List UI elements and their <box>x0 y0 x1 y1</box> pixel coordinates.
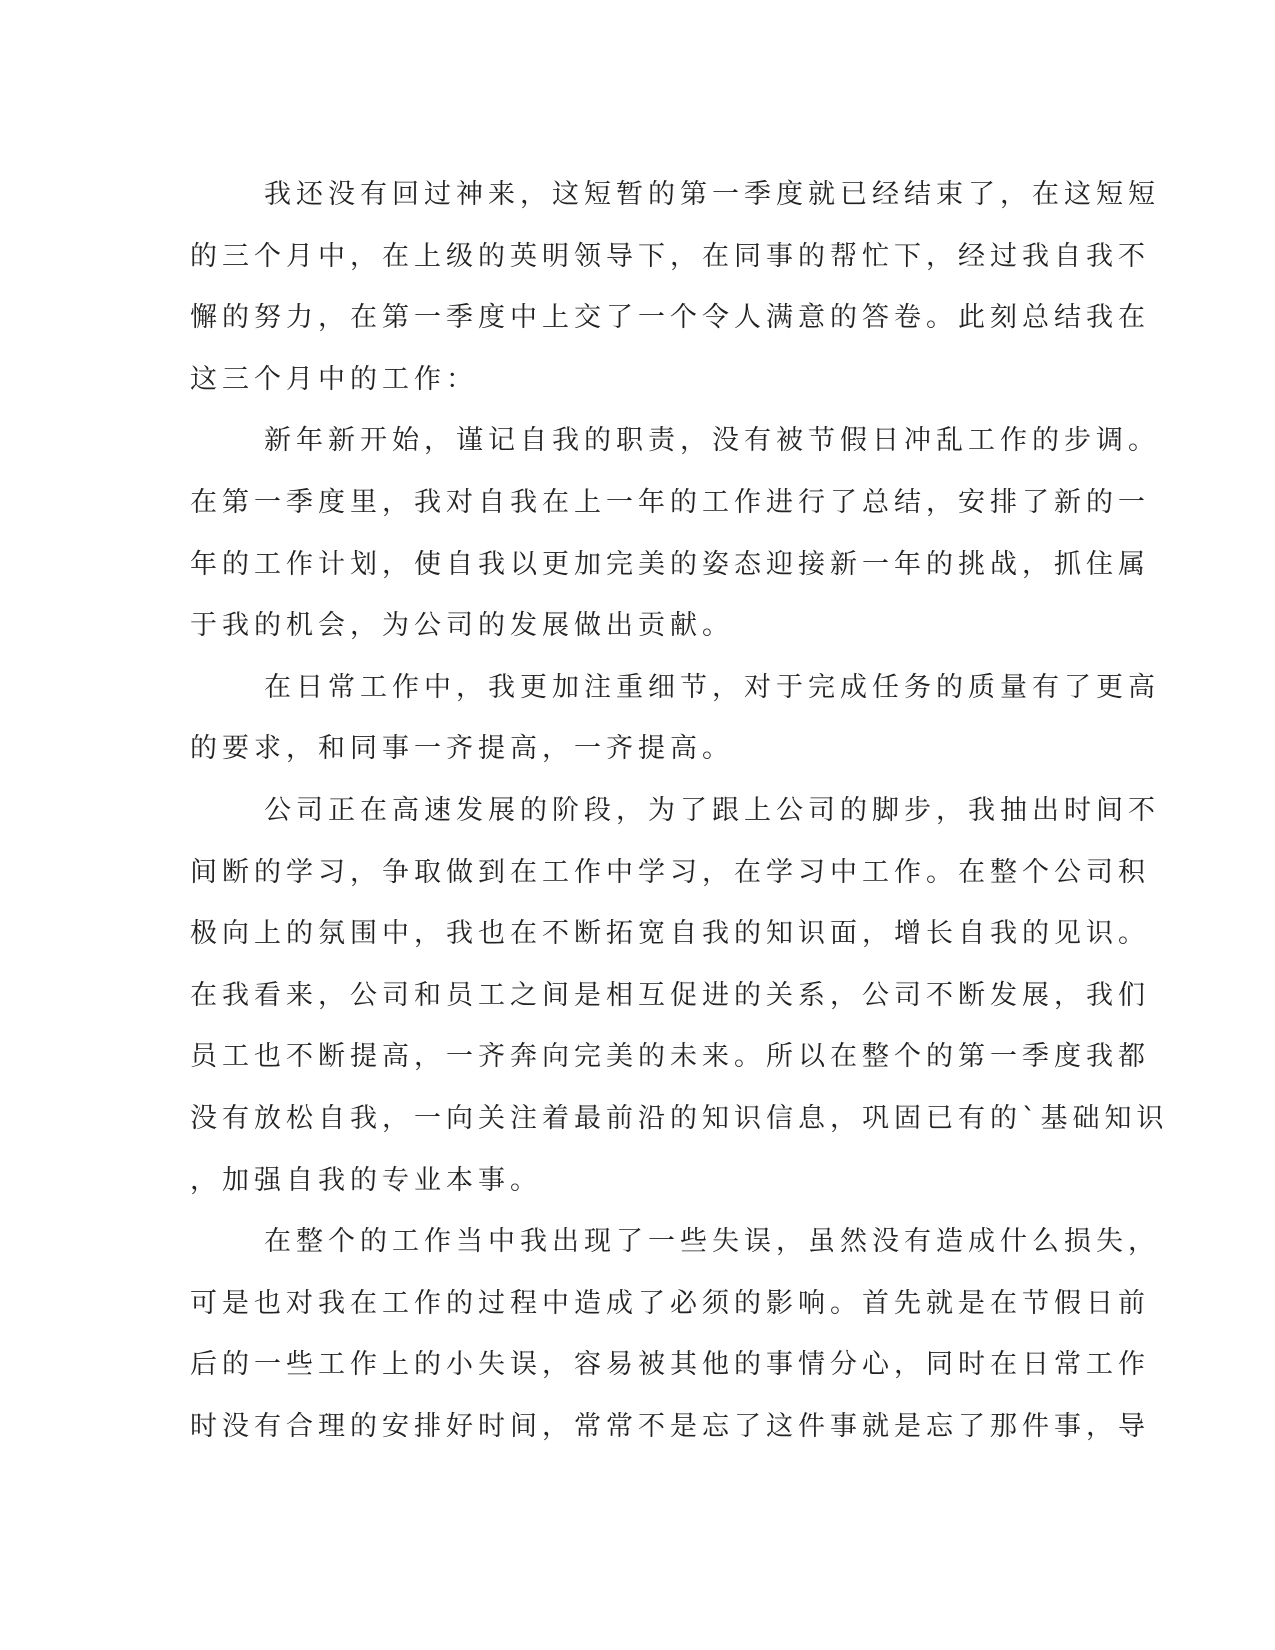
text-line: 年的工作计划，使自我以更加完美的姿态迎接新一年的挑战，抓住属 <box>190 548 1150 580</box>
text-line: 在整个的工作当中我出现了一些失误，虽然没有造成什么损失， <box>264 1226 1160 1258</box>
text-line: 间断的学习，争取做到在工作中学习，在学习中工作。在整个公司积 <box>190 856 1150 888</box>
text-line: 新年新开始，谨记自我的职责，没有被节假日冲乱工作的步调。 <box>264 425 1160 457</box>
text-line: 没有放松自我，一向关注着最前沿的知识信息，巩固已有的`基础知识 <box>190 1102 1169 1134</box>
text-line: 公司正在高速发展的阶段，为了跟上公司的脚步，我抽出时间不 <box>264 794 1160 826</box>
paragraph <box>190 410 1160 656</box>
text-line: 在第一季度里，我对自我在上一年的工作进行了总结，安排了新的一 <box>190 486 1150 518</box>
text-line: 可是也对我在工作的过程中造成了必须的影响。首先就是在节假日前 <box>190 1287 1150 1319</box>
text-line: 的要求，和同事一齐提高，一齐提高。 <box>190 733 734 765</box>
text-line: 懈的努力，在第一季度中上交了一个令人满意的答卷。此刻总结我在 <box>190 302 1150 334</box>
text-line: 后的一些工作上的小失误，容易被其他的事情分心，同时在日常工作 <box>190 1349 1150 1381</box>
text-line: 员工也不断提高，一齐奔向完美的未来。所以在整个的第一季度我都 <box>190 1041 1150 1073</box>
text-line: 时没有合理的安排好时间，常常不是忘了这件事就是忘了那件事，导 <box>190 1410 1150 1442</box>
paragraph <box>190 780 1169 1211</box>
document-body <box>190 164 1169 1457</box>
text-line: 的三个月中，在上级的英明领导下，在同事的帮忙下，经过我自我不 <box>190 240 1150 272</box>
text-line: 在我看来，公司和员工之间是相互促进的关系，公司不断发展，我们 <box>190 979 1150 1011</box>
text-line: 在日常工作中，我更加注重细节，对于完成任务的质量有了更高 <box>264 671 1160 703</box>
text-line: 极向上的氛围中，我也在不断拓宽自我的知识面，增长自我的见识。 <box>190 918 1150 950</box>
paragraph <box>190 1211 1160 1457</box>
text-line: 我还没有回过神来，这短暂的第一季度就已经结束了，在这短短 <box>264 179 1160 210</box>
paragraph <box>190 164 1160 410</box>
text-line: 于我的机会，为公司的发展做出贡献。 <box>190 610 734 642</box>
text-line: 这三个月中的工作： <box>190 363 478 395</box>
paragraph <box>190 657 1160 780</box>
text-line: ，加强自我的专业本事。 <box>190 1164 542 1196</box>
